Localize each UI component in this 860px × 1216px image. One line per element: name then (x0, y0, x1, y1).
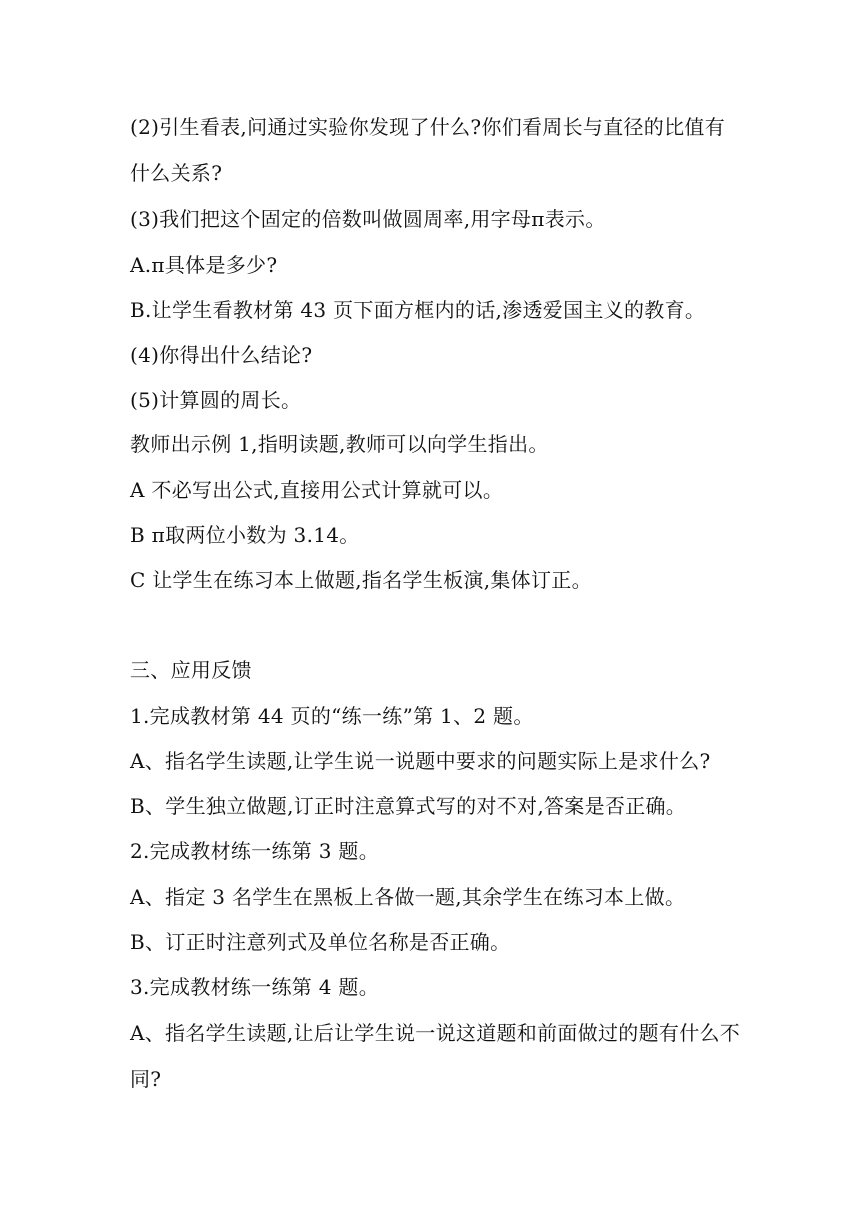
text-line: B、订正时注意列式及单位名称是否正确。 (130, 930, 511, 954)
text-line: (3)我们把这个固定的倍数叫做圆周率,用字母π表示。 (130, 207, 606, 231)
section-heading: 三、应用反馈 (130, 658, 252, 682)
text-line: B π取两位小数为 3.14。 (130, 523, 360, 547)
text-line: B.让学生看教材第 43 页下面方框内的话,渗透爱国主义的教育。 (130, 298, 706, 322)
text-line: B、学生独立做题,订正时注意算式写的对不对,答案是否正确。 (130, 794, 687, 818)
text-line: (2)引生看表,问通过实验你发现了什么?你们看周长与直径的比值有 (130, 115, 726, 139)
text-line: C 让学生在练习本上做题,指名学生板演,集体订正。 (130, 568, 592, 592)
text-line: A、指名学生读题,让学生说一说题中要求的问题实际上是求什么? (130, 749, 711, 773)
text-line: A、指名学生读题,让后让学生说一说这道题和前面做过的题有什么不 (130, 1021, 741, 1045)
text-line: 什么关系? (130, 161, 223, 185)
text-line: (5)计算圆的周长。 (130, 388, 302, 412)
text-line: A 不必写出公式,直接用公式计算就可以。 (130, 478, 504, 502)
text-line: 1.完成教材第 44 页的“练一练”第 1、2 题。 (130, 704, 534, 728)
text-line: 3.完成教材练一练第 4 题。 (130, 975, 380, 999)
text-line: 2.完成教材练一练第 3 题。 (130, 839, 380, 863)
text-line: A.π具体是多少? (130, 253, 278, 277)
text-line: 同? (130, 1067, 162, 1091)
text-line: A、指定 3 名学生在黑板上各做一题,其余学生在练习本上做。 (130, 885, 686, 909)
text-line: (4)你得出什么结论? (130, 343, 313, 367)
text-line: 教师出示例 1,指明读题,教师可以向学生指出。 (130, 432, 549, 456)
